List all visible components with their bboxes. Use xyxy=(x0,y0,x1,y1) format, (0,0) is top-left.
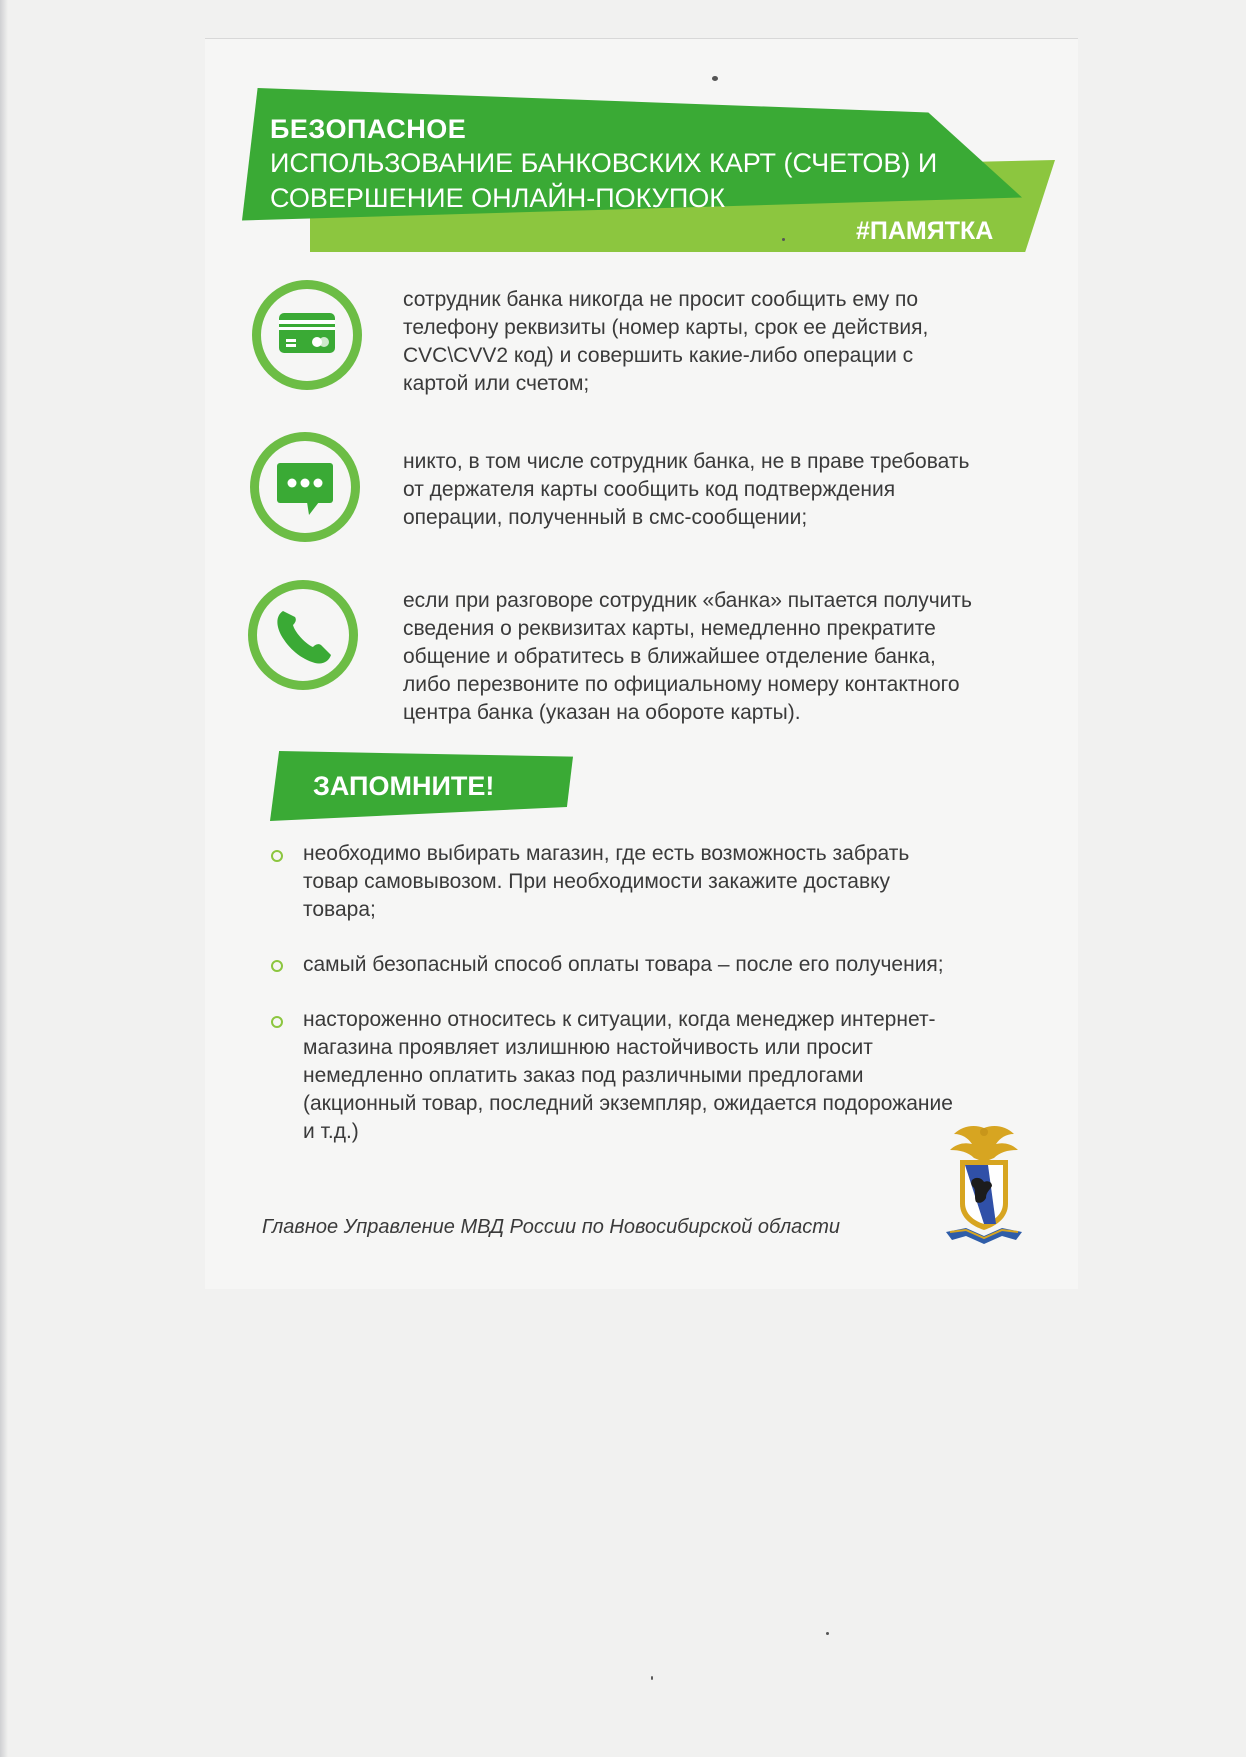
phone-icon xyxy=(248,580,358,690)
header-tag: #ПАМЯТКА xyxy=(856,217,994,245)
remember-3-line: магазина проявляет излишнюю настойчивость или просит xyxy=(303,1036,873,1059)
tip-2-line: от держателя карты сообщить код подтверждения xyxy=(403,478,896,501)
remember-item-3 xyxy=(303,1006,1013,1146)
scan-speck xyxy=(782,238,785,241)
remember-2-line: самый безопасный способ оплаты товара – после его получения; xyxy=(303,953,944,976)
remember-3-line: немедленно оплатить заказ под различными предлогами xyxy=(303,1064,864,1087)
tip-1-line: сотрудник банка никогда не просит сообщить ему по xyxy=(403,288,919,311)
credit-card-icon xyxy=(252,280,362,390)
remember-3-line: (акционный товар, последний экземпляр, ожидается подорожание xyxy=(303,1092,953,1115)
remember-1-line: товара; xyxy=(303,898,376,921)
tip-1-line: телефону реквизиты (номер карты, срок ее действия, xyxy=(403,316,929,339)
bullet-dot xyxy=(271,850,283,862)
scan-speck xyxy=(651,1676,653,1680)
tip-3-line: если при разговоре сотрудник «банка» пытается получить xyxy=(403,589,972,612)
tip-3-line: либо перезвоните по официальному номеру контактного xyxy=(403,673,960,696)
tip-2-line: операции, полученный в смс-сообщении; xyxy=(403,506,808,529)
tip-3-line: общение и обратитесь в ближайшее отделение банка, xyxy=(403,645,936,668)
chat-bubble-icon xyxy=(250,432,360,542)
header-title-bold: БЕЗОПАСНОЕ xyxy=(270,114,467,144)
remember-label: ЗАПОМНИТЕ! xyxy=(313,771,495,801)
remember-1-line: товар самовывозом. При необходимости закажите доставку xyxy=(303,870,891,893)
bullet-dot xyxy=(271,960,283,972)
tip-1-line: CVC\CVV2 код) и совершить какие-либо операции с xyxy=(403,344,914,367)
tip-text-1 xyxy=(403,286,1013,398)
scan-speck xyxy=(712,76,718,81)
tip-2-line: никто, в том числе сотрудник банка, не в праве требовать xyxy=(403,450,970,473)
header-title-line3: СОВЕРШЕНИЕ ОНЛАЙН-ПОКУПОК xyxy=(270,183,725,213)
footer-organization: Главное Управление МВД России по Новосибирской области xyxy=(262,1216,841,1238)
header-title-line2: ИСПОЛЬЗОВАНИЕ БАНКОВСКИХ КАРТ (СЧЕТОВ) И xyxy=(270,148,938,178)
remember-3-line: и т.д.) xyxy=(303,1120,359,1143)
scan-edge xyxy=(0,0,8,1757)
scan-speck xyxy=(826,1632,829,1635)
remember-item-2 xyxy=(303,951,1013,979)
tip-1-line: картой или счетом; xyxy=(403,372,590,395)
bullet-dot xyxy=(271,1016,283,1028)
remember-item-1 xyxy=(303,840,1013,924)
remember-1-line: необходимо выбирать магазин, где есть возможность забрать xyxy=(303,842,910,865)
tip-text-2 xyxy=(403,448,1013,532)
tip-3-line: центра банка (указан на обороте карты). xyxy=(403,701,801,724)
mvd-emblem-icon xyxy=(936,1120,1032,1255)
remember-3-line: настороженно относитесь к ситуации, когда менеджер интернет- xyxy=(303,1008,936,1031)
tip-text-3 xyxy=(403,587,1013,727)
tip-3-line: сведения о реквизитах карты, немедленно прекратите xyxy=(403,617,936,640)
